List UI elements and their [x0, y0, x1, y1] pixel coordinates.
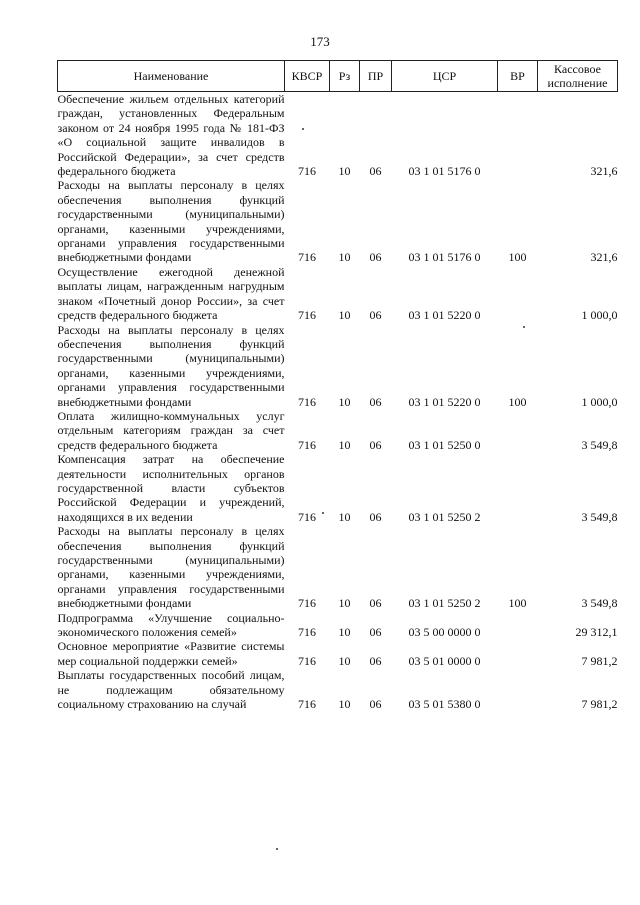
row-vr: [498, 409, 538, 452]
row-name: Основное мероприятие «Развитие системы мер социальной поддержки семей»: [57, 639, 285, 668]
row-kvsr: 716: [298, 437, 316, 452]
table-row: [58, 639, 618, 668]
row-pr: 06: [369, 308, 382, 323]
row-sum: 1 000,0: [581, 394, 618, 409]
scan-speck: [523, 326, 525, 328]
row-sum: 29 312,1: [575, 625, 618, 640]
row-csr: 03 1 01 5176 0: [408, 164, 481, 179]
table-row: [58, 668, 618, 711]
row-rz: 10: [338, 697, 351, 712]
budget-table: [57, 60, 618, 711]
row-csr: 03 5 00 0000 0: [408, 625, 481, 640]
row-csr: 03 1 01 5250 0: [408, 437, 481, 452]
table-row: [58, 265, 618, 323]
row-pr: 06: [369, 596, 382, 611]
row-rz: 10: [338, 437, 351, 452]
row-kvsr: 716: [298, 509, 316, 524]
row-sum: 3 549,8: [581, 509, 618, 524]
table-row: [58, 409, 618, 452]
header-name: Наименование: [58, 61, 285, 92]
row-pr: 06: [369, 697, 382, 712]
row-kvsr: 716: [298, 250, 316, 265]
row-rz: 10: [338, 394, 351, 409]
row-name: Осуществление ежегодной денежной выплаты лицам, награжденным нагрудным знаком «Почетный донор России», за счет средств федерального бюджета: [57, 264, 285, 323]
row-name: Расходы на выплаты персоналу в целях обеспечения выполнения функций государственными (муниципальными) органами, казенными учреждениями, органами управления государственными внебюджетными фондами: [57, 322, 285, 409]
page-number: 173: [310, 34, 330, 49]
table-row: [58, 611, 618, 640]
table-row: [58, 178, 618, 264]
row-pr: 06: [369, 509, 382, 524]
row-vr: 100: [508, 250, 527, 265]
header-vr: ВР: [498, 61, 538, 92]
row-pr: 06: [369, 394, 382, 409]
row-pr: 06: [369, 653, 382, 668]
row-rz: 10: [338, 625, 351, 640]
table-row: [58, 323, 618, 409]
row-rz: 10: [338, 509, 351, 524]
row-csr: 03 5 01 5380 0: [408, 697, 481, 712]
row-kvsr: 716: [298, 697, 316, 712]
row-rz: 10: [338, 164, 351, 179]
row-csr: 03 1 01 5250 2: [408, 596, 481, 611]
row-pr: 06: [369, 250, 382, 265]
row-pr: 06: [369, 625, 382, 640]
row-sum: 1 000,0: [581, 308, 618, 323]
row-sum: 3 549,8: [581, 437, 618, 452]
header-csr: ЦСР: [392, 61, 498, 92]
row-vr: 100: [508, 596, 527, 611]
row-csr: 03 1 01 5220 0: [408, 308, 481, 323]
row-pr: 06: [369, 164, 382, 179]
row-sum: 3 549,8: [581, 596, 618, 611]
row-name: Расходы на выплаты персоналу в целях обеспечения выполнения функций государственными (муниципальными) органами, казенными учреждениями, органами управления государственными внебюджетными фондами: [57, 524, 285, 611]
row-sum: 7 981,2: [581, 653, 618, 668]
row-name: Подпрограмма «Улучшение социально-экономического положения семей»: [57, 610, 285, 640]
scan-speck: [276, 848, 278, 850]
row-name: Компенсация затрат на обеспечение деятельности исполнительных органов государственной власти субъектов Российской Федерации и учреждений, находящихся в их ведении: [57, 452, 285, 524]
table-header-row: [58, 61, 618, 92]
row-name: Оплата жилищно-коммунальных услуг отдельным категориям граждан за счет средств федерального бюджета: [57, 408, 285, 452]
row-rz: 10: [338, 653, 351, 668]
table-row: [58, 524, 618, 610]
scan-speck: [302, 128, 304, 130]
row-csr: 03 1 01 5250 2: [408, 509, 481, 524]
row-csr: 03 1 01 5176 0: [408, 250, 481, 265]
row-vr: [498, 611, 538, 640]
table-row: [58, 452, 618, 524]
row-kvsr: 716: [298, 653, 316, 668]
row-name: Обеспечение жильем отдельных категорий граждан, установленных Федеральным законом от 24 ноября 1995 года № 181-ФЗ «О социальной защите инвалидов в Российской Федерации», за счет средств федерального бюджета: [57, 92, 285, 179]
row-name: Выплаты государственных пособий лицам, не подлежащим обязательному социальному страхованию на случай: [57, 668, 285, 712]
row-rz: 10: [338, 596, 351, 611]
row-kvsr: 716: [298, 164, 316, 179]
row-kvsr: 716: [298, 596, 316, 611]
row-rz: 10: [338, 250, 351, 265]
row-vr: [498, 668, 538, 711]
row-sum: 321,6: [590, 164, 618, 179]
header-sum: Кассовое исполнение: [538, 61, 618, 92]
row-kvsr: 716: [298, 625, 316, 640]
table-row: [58, 92, 618, 179]
scan-speck: [322, 512, 324, 514]
row-vr: [498, 265, 538, 323]
row-csr: 03 5 01 0000 0: [408, 653, 481, 668]
row-vr: [498, 639, 538, 668]
header-pr: ПР: [360, 61, 392, 92]
row-vr: [498, 452, 538, 524]
row-sum: 321,6: [590, 250, 618, 265]
row-kvsr: 716: [298, 394, 316, 409]
row-sum: 7 981,2: [581, 697, 618, 712]
row-kvsr: 716: [298, 308, 316, 323]
header-rz: Рз: [330, 61, 360, 92]
row-pr: 06: [369, 437, 382, 452]
header-kvsr: КВСР: [285, 61, 330, 92]
row-rz: 10: [338, 308, 351, 323]
row-vr: [498, 92, 538, 179]
row-csr: 03 1 01 5220 0: [408, 394, 481, 409]
row-name: Расходы на выплаты персоналу в целях обеспечения выполнения функций государственными (муниципальными) органами, казенными учреждениями, органами управления государственными внебюджетными фондами: [57, 178, 285, 265]
row-vr: 100: [508, 394, 527, 409]
